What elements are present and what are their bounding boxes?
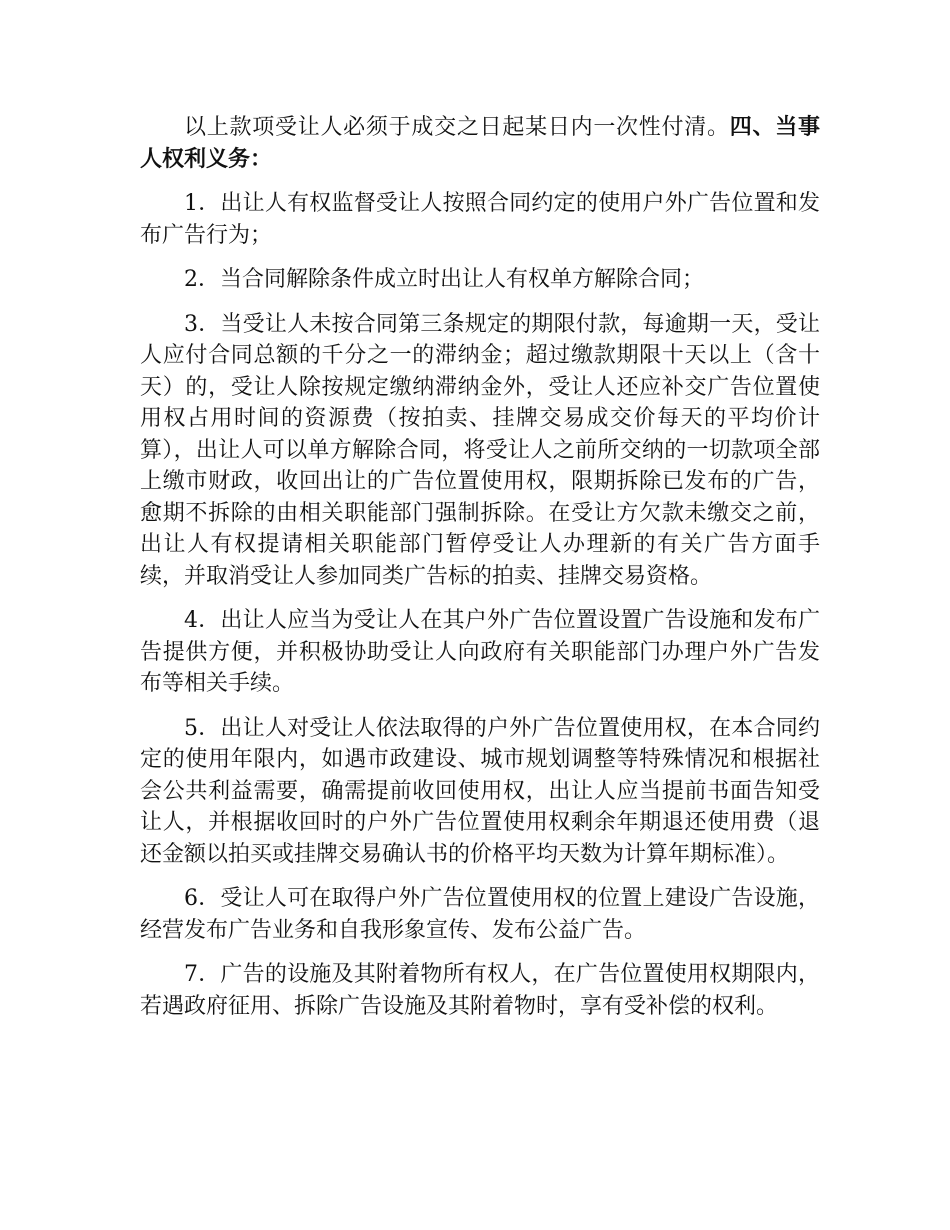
clause-6: 6．受让人可在取得户外广告位置使用权的位置上建设广告设施，经营发布广告业务和自我形象宣传、发布公益广告。: [140, 886, 820, 943]
clause-3: 3．当受让人未按合同第三条规定的期限付款，每逾期一天，受让人应付合同总额的千分之一的滞纳金；超过缴款期限十天以上（含十天）的，受让人除按规定缴纳滞纳金外，受让人还应补交广告位置使用权占用时间的资源费（按拍卖、挂牌交易成交价每天的平均价计算），出让人可以单方解除合同，将受让人之前所交纳的一切款项全部上缴市财政，收回出让的广告位置使用权，限期拆除已发布的广告，愈期不拆除的由相关职能部门强制拆除。在受让方欠款未缴交之前，出让人有权提请相关职能部门暂停受让人办理新的有关广告方面手续，并取消受让人参加同类广告标的拍卖、挂牌交易资格。: [140, 311, 820, 589]
section-heading: 四、当事人权利义务：: [140, 114, 820, 172]
intro-paragraph: [140, 112, 820, 175]
clause-5: 5．出让人对受让人依法取得的户外广告位置使用权，在本合同约定的使用年限内，如遇市政建设、城市规划调整等特殊情况和根据社会公共利益需要，确需提前收回使用权，出让人应当提前书面告知受让人，并根据收回时的户外广告位置使用权剩余年期退还使用费（退还金额以拍买或挂牌交易确认书的价格平均天数为计算年期标准）。: [140, 715, 820, 867]
document-page: [140, 112, 820, 1035]
clause-4: 4．出让人应当为受让人在其户外广告位置设置广告设施和发布广告提供方便，并积极协助受让人向政府有关职能部门办理户外广告发布等相关手续。: [140, 608, 820, 696]
clause-7: 7．广告的设施及其附着物所有权人，在广告位置使用权期限内，若遇政府征用、拆除广告设施及其附着物时，享有受补偿的权利。: [140, 962, 820, 1019]
clause-1: 1．出让人有权监督受让人按照合同约定的使用户外广告位置和发布广告行为；: [140, 191, 820, 248]
intro-text: 以上款项受让人必须于成交之日起某日内一次性付清。: [184, 115, 730, 140]
clause-2: 2．当合同解除条件成立时出让人有权单方解除合同；: [184, 267, 704, 292]
